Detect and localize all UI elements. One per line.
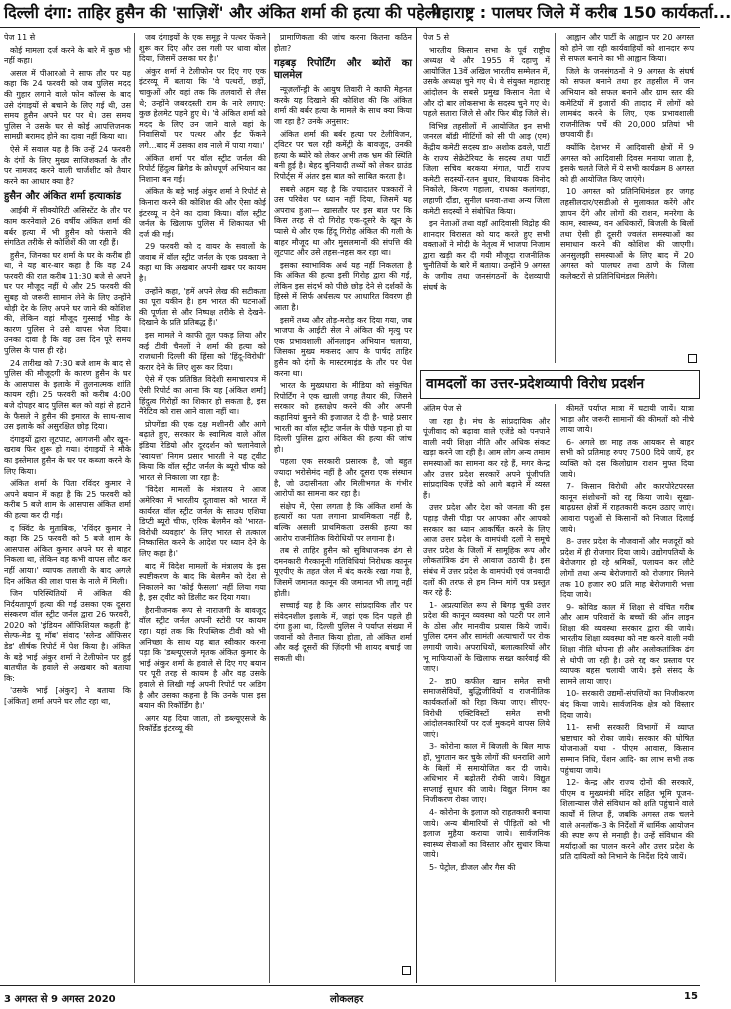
footer-date: 3 अगस्त से 9 अगस्त 2020: [4, 994, 116, 1005]
paragraph: भारतीय किसान सभा के पूर्व राष्ट्रीय अध्यक्ष थे और 1955 में दहाणु में आयोजित 13वें अखिल भारतीय सम्मेलन में, उसके अध्यक्ष चुने गए थे। वे संयुक्त महाराष्ट्र आंदोलन के सबसे प्रमुख किसान नेता थे और दो बार लोकसभा के सदस्य चुने गए थे। पहले सतारा जिले से और फिर बीड़ जिले से।: [423, 45, 550, 119]
subheading: हुसैन और अंकित शर्मा हत्याकांड: [4, 191, 122, 203]
article-right-bottom-column-2: [560, 404, 694, 978]
paragraph: 8- उत्तर प्रदेश के नौजवानों और मजदूरों को प्रदेश में ही रोजगार दिया जाये। उद्योगपतियों के बेरोजगार हो रहे श्रमिकों, पलायन कर लौटे लोगों तथा अन्य बेरोजगारों को रोजगार मिलने तक 10 हजार रु0 प्रति माह बेरोजगारी भत्ता दिया जाये।: [560, 537, 694, 600]
paragraph: विभिन्न तहसीलों में आयोजित इन सभी जनरल बॉडी मीटिंगों को सी पी आइ (एम) केंद्रीय कमेटी सदस्य डा० अशोक ढवले, पार्टी के राज्य सेक्रेटेरियट के सदस्य तथा पार्टी जिला सचिव बरकया मंगात, पार्टी राज्य कमेटी सदस्यों-रतन बुधार, विधायक विनोद निकोले, किरण गहाला, राधका कलांगड़ा, लहाणी दौंडा, सुनील धनवा-तथा अन्य जिला कमेटी सदस्यों ने संबोधित किया।: [423, 121, 550, 216]
page-number: 15: [684, 991, 698, 1002]
footer-paper-name: लोकलहर: [330, 994, 364, 1005]
paragraph: 24 तारीख को 7:30 बजे शाम के बाद से पुलिस की मौजूदगी के कारण हुसैन के घर के आसपास के इलाके में तुलनात्मक शांति कायम रही। 25 फरवरी को करीब 4:00 बजे दोपहर बाद पुलिस बल को वहां से हटाने के फैसले ने हुसैन की इमारत के साथ-साथ उस इलाके को असुरक्षित छोड़ दिया।: [4, 358, 131, 432]
column-divider: [555, 33, 556, 363]
headline-underline: [0, 27, 700, 28]
article-left-column-2: [139, 33, 266, 979]
paragraph: 'विदेश मामलों के मंत्रालय ने आज अमेरिका में भारतीय दूतावास को भारत में कार्यरत वॉल स्ट्रीट जर्नल के साउथ एशिया डिप्टी ब्यूरो चीफ, एरिक बेलमैन को 'भारत-विरोधी व्यवहार' के लिए भारत से तत्काल निष्कासित करने के आदेश पर ध्यान देने के लिए कहा है।': [139, 485, 266, 558]
paragraph: पेज 11 से: [4, 33, 36, 42]
paragraph: 29 फरवरी को द वायर के सवालों के जवाब में वॉल स्ट्रीट जर्नल के एक प्रवक्ता ने कहा था कि अखबार अपनी खबर पर कायम है।: [139, 242, 266, 284]
column-divider: [134, 33, 135, 983]
paragraph: 5- पेट्रोल, डीजल और गैस की: [429, 862, 516, 872]
headline-right-bottom-box: [420, 370, 700, 399]
paragraph: हुसैन, जिनका घर शर्मा के घर के करीब ही था, ने यह बार-बार कहा है कि वह 24 फरवरी की रात करीब 11:30 बजे से अपने घर पर मौजूद नहीं थे और 25 फरवरी की सुबह वो जरूरी सामान लेने के लिए उन्होंने थोड़ी देर के लिए अपने घर जाने की कोशिश की, लेकिन वहां मौजूद गुस्साई भीड़ के कारण पुलिस ने उसे वापस भेज दिया। उनका दावा है कि वह उस दिन पूरे समय पुलिस के पास ही रहे।: [4, 250, 131, 356]
article-right-bottom-column-1: [423, 404, 550, 978]
column-divider: [269, 33, 270, 983]
paragraph: 10- सरकारी उद्यमों-संपत्तियों का निजीकरण बंद किया जाये। सार्वजनिक क्षेत्र को विस्तार दिया जाये।: [560, 689, 694, 720]
paragraph: अंकित शर्मा पर वॉल स्ट्रीट जर्नल की रिपोर्ट हिंदुत्व ब्रिगेड के क्रोधपूर्ण अभियान का निशाना बन गई।: [139, 153, 266, 184]
paragraph: 'उसके भाई [अंकुर] ने बताया कि [अंकित] शर्मा अपने घर लौट रहा था,: [4, 686, 131, 707]
headline-right-bottom: वामदलों का उत्तर-प्रदेशव्यापी विरोध प्रदर्शन: [426, 376, 645, 392]
subheading: गड़बड़ रिपोर्टिंग और ब्योरों का घालमेल: [274, 58, 412, 82]
paragraph: अंकुर शर्मा ने टेलीफोन पर दिए गए एक इंटरव्यू में बताया कि 'वे पत्थरों, छड़ों, चाकुओं और वहां तक कि तलवारों से लैस थे; उन्होंने जबरदस्ती राम के नारे लगाए: कुछ हेलमेट पहने हुए थे। 'वे अंकित शर्मा को मदद के लिए उन जाने वाले वहां के निवासियों पर पत्थर और ईंट फेंकने लगे...बाद में उसका शव नाले में पाया गया।': [139, 66, 266, 150]
paragraph: 7- किसान विरोधी और कारपोरेटपरस्त कानून संशोधनों को रद्द किया जाये। सूखा-बाढ़ग्रस्त क्षेत्रों में राहतकारी कदम उठाए जाएं। आवारा पशुओं से किसानों को निजात दिलाई जाये।: [560, 482, 694, 534]
paragraph: इन नेताओं तथा वहाँ आदिवासी विद्रोह की शानदार विरासत को याद करते हुए सभी वक्ताओं ने मोदी के नेतृत्व में भाजपा निजाम द्वारा खड़ी कर दी गयी मौजूदा राजनीतिक चुनौतियों के बारे में बताया। उन्होंने 9 अगस्त के जगीय तथा जनसंगठनों के देशव्यापी संघर्ष के: [423, 219, 550, 292]
headline-left: दिल्ली दंगा: ताहिर हुसैन की 'साज़िशें' और अंकित शर्मा की हत्या की पहेली: [4, 3, 440, 22]
paragraph: न्यूज़लॉन्ड्री के आयुष तिवारी ने काफी मेहनत करके यह दिखाने की कोशिश की कि अंकित शर्मा की बर्बर हत्या के मामले के साथ क्या किया जा रहा है? उनके अनुसार:: [274, 85, 412, 126]
paragraph: आईबी में सीक्योरिटी असिस्टेंट के तौर पर काम करनेवाले 26 वर्षीय अंकित शर्मा की बर्बर हत्या में भी हुसैन को फंसाने की संगठित तरीके से कोशिशें की जा रही हैं।: [4, 206, 131, 248]
paragraph: कोई मामला दर्ज करने के बारे में कुछ भी नहीं कहा।: [4, 45, 131, 66]
paragraph: 12- केन्द्र और राज्य दोनों की सरकारें, पीएम व मुख्यमंत्री मंदिर सहित भूमि पूजन-शिलान्यास जैसे संविधान को क्षति पहुंचाने वाले कार्यों में लिप्त हैं, जबकि अगस्त तक चलने वाले अनलॉक-3 के निर्देशों में धार्मिक आयोजन की स्पष्ट रूप से मनाही है। उन्हें संविधान की मर्यादाओं का पालन करने और उत्तर प्रदेश के प्रति दायित्वों को निभाने के निर्देश दिये जायें।: [560, 778, 694, 862]
paragraph: अगर यह दिया जाता, तो डब्ल्यूएसजे के रिकॉर्डेड इंटरव्यू की: [139, 713, 266, 734]
paragraph: तब से ताहिर हुसैन को सुविधाजनक ढंग से दमनकारी गैरकानूनी गतिविधियां निरोधक कानून यूएपीए के तहत जेल में बंद करके रखा गया है, जिसमें जमानत कानून की जमानत भी लागू नहीं होती।: [274, 546, 412, 598]
article-left-column-1: [4, 33, 131, 979]
paragraph: इसका स्वाभाविक अर्थ यह नहीं निकलता है कि अंकित की हत्या इसी गिरोह द्वारा की गई, लेकिन इस संदर्भ को पीछे छोड़ देने से दर्शकों के हिस्से में सिर्फ अर्धसत्य पर आधारित विवरण ही आता है।: [274, 260, 412, 313]
paragraph: 2- डा0 कफील खान समेत सभी समाजसेवियों, बुद्धिजीवियों व राजनीतिक कार्यकर्ताओं को रिहा किया जाए। सीएए-विरोधी एक्टिविस्टों समेत सभी आंदोलनकारियों पर दर्ज मुकदमे वापस लिये जाएं।: [423, 676, 550, 739]
paragraph: ऐसे में सवाल यह है कि उन्हें 24 फरवरी के दंगों के लिए मुख्य साजिशकर्ता के तौर पर नामजद करने वाली चार्जशीट को तैयार करने का आधार क्या है?: [4, 144, 131, 186]
end-mark: [402, 966, 411, 975]
article-right-top-column-2: [560, 33, 694, 351]
paragraph: अंकित के बड़े भाई अंकुर शर्मा ने रिपोर्ट से किनारा करने की कोशिश की और ऐसा कोई इंटरव्यू न देने का दावा किया। वॉल स्ट्रीट जर्नल के खिलाफ पुलिस में शिकायत भी दर्ज की गई।: [139, 187, 266, 239]
paragraph: 10 अगस्त को प्रतिनिधिमंडल हर जगह तहसीलदार/एसडीओ से मुलाकात करेंगे और ज्ञापन देंगे और लोगों की राशन, मनरेगा के काम, स्वास्थ्य, वन अधिकारों, बिजली के बिलों तथा ऐसी ही दूसरी ज्वलंत समस्याओं का समाधान करने की कोशिश की जाएगी। अनसुलझी समस्याओं के लिए बाद में 20 अगस्त को पालघर तथा ठाणे के जिला कलेक्टरों से प्रतिनिधिमंडल मिलेंगे।: [560, 187, 694, 282]
paragraph: अंकित शर्मा की बर्बर हत्या पर टेलीविजन, ट्विटर पर चल रही कमेंट्री के बावजूद, उनकी हत्या के ब्योरे को लेकर अभी तक भ्रम की स्थिति बनी हुई है। बेहद बुनियादी तथ्यों को लेकर ग्राउंड रिपोर्ट्स में अंतर इस बात को साबित करता है।: [274, 129, 412, 181]
paragraph: प्रामाणिकता की जांच करना कितना कठिन होता?: [274, 33, 412, 53]
paragraph: सबसे अहम यह है कि ज्यादातर पत्रकारों ने उस परिवेश पर ध्यान नहीं दिया, जिसमें यह अपराध हुआ— खासतौर पर इस बात पर कि किस तरह से दो गिरोह एक-दूसरे के खून के प्यासे थे और एक हिंदू गिरोह अंकित की गली के बाहर मौजूद था और मुसलमानों की संपत्ति की लूटपाट और उसे तहस-नहस कर रहा था।: [274, 184, 412, 258]
paragraph: ऐसे में एक प्रतिष्ठित विदेशी समाचारपत्र में ऐसी रिपोर्ट का आना कि यह [अंकित शर्मा] हिंदुत्व गिरोहों का शिकार हो सकता है, इस नैरेटिव को रास आने वाला नहीं था।: [139, 375, 266, 417]
footer-rule: [0, 985, 700, 986]
article-left-column-3: [274, 33, 412, 979]
paragraph: इसमें तथ्य और तोड़-मरोड़ कर दिया गया, जब भाजपा के आईटी सेल ने अंकित की मृत्यु पर एक प्रभावशाली ऑनलाइन अभियान चलाया, जिसका मुख्य मकसद आप के पार्षद ताहिर हुसैन को दंगों के मास्टरमाइंड के तौर पर पेश करना था।: [274, 315, 412, 378]
article-divider: [416, 28, 417, 983]
paragraph: पेज 5 से: [423, 33, 450, 42]
paragraph: कीमतें पर्याप्त मात्रा में घटायी जायें। यात्रा भाड़ा और जरूरी सामानों की कीमतों को नीचे लाया जाये।: [560, 404, 694, 435]
paragraph: दंगाइयों द्वारा लूटपाट, आगजनी और खून-खराब फिर शुरू हो गया। दंगाइयों ने मौके का इस्तेमाल हुसैन के घर पर कब्जा करने के लिए किया।: [4, 434, 131, 476]
paragraph: प्रोपगेंडा की एक दक्ष मशीनरी और आगे बढ़ाते हुए, सरकार के स्वामित्व वाले ऑल इंडिया रेडियो और दूरदर्शन को चलानेवाले 'स्वायत्त' निगम प्रसार भारती ने यह ट्वीट किया कि वॉल स्ट्रीट जर्नल के ब्यूरो चीफ को भारत से निकाला जा रहा है:: [139, 419, 266, 482]
headline-right-top: महाराष्ट्र : पालघर जिले में करीब 150 कार्यकर्ता...: [432, 3, 731, 22]
paragraph: जिले के जनसंगठनों ने 9 अगस्त के संघर्ष को सफल बनाने तथा हर तहसील में जन अभियान को सफल बनाने और ग्राम स्तर की कमेटियों में इजारों की तादाद में लोगों को लामबंद करने के लिए, एक प्रभावशाली राजनीतिक पर्चे की 20,000 प्रतियां भी छपवायी हैं।: [560, 66, 694, 140]
paragraph: जिन परिस्थितियों में अंकित की निर्दयतापूर्ण हत्या की गई उसका एक दूसरा संस्करण वॉल स्ट्रीट जर्नल द्वारा 26 फरवरी, 2020 को 'इंडियन ऑफिशियल कहती है' सेल्फ-मेड यू मॉब' संवाद 'स्लेन्ड ऑफिसर डेड' शीर्षक रिपोर्ट में पेश किया है। अंकित के बड़े भाई अंकुर शर्मा ने टेलीफोन पर हुई बातचीत के हवाले से अखबार को बताया कि:: [4, 589, 131, 683]
paragraph: उन्होंने कहा, 'हमें अपने लेख की सटीकता का पूरा यकीन है। हम भारत की घटनाओं की पूर्णता से और निष्पक्ष तरीके से देखने-दिखाने के प्रति प्रतिबद्ध हैं।': [139, 286, 266, 328]
column-divider: [555, 404, 556, 982]
paragraph: हैरानीजनक रूप से नाराजगी के बावजूद वॉल स्ट्रीट जर्नल अपनी स्टोरी पर कायम रहा। यहां तक कि रिपब्लिक टीवी को भी अनिच्छा के साथ यह बात स्वीकार करना पड़ा कि 'डब्ल्यूएसजे मृतक अंकित कुमार के भाई अंकुर शर्मा के हवाले से दिए गए बयान पर पूरी तरह से कायम है और वह उसके हवाले से लिखी गई अपनी रिपोर्ट पर अडिग है और उसका कहना है कि उनके पास इस बयान की रिकॉर्डिंग है।': [139, 605, 266, 711]
paragraph: क्योंकि देशभर में आदिवासी क्षेत्रों में 9 अगस्त को आदिवासी दिवस मनाया जाता है, इसके चलते जिले में ये सभी कार्यक्रम 8 अगस्त को ही आयोजित किए जाएंगे।: [560, 142, 695, 184]
paragraph: भारत के मुख्यधारा के मीडिया को संकुचित रिपोर्टिंग ने एक खाली जगह तैयार की, जिसने सरकार को हस्तक्षेप करने की और अपनी कहानियां बुनने की इजाजत दे दी है- चाहे प्रसार भारती का वॉल स्ट्रीट जर्नल के पीछे पड़ना हो या दिल्ली पुलिस द्वारा अंकित की हत्या की जांच हो।: [274, 381, 412, 454]
paragraph: असल में पीआरओ ने साफ तौर पर यह कहा कि 24 फरवरी को जब पुलिस मदद की गुहार लगाने वाले फोन कॉल्स के बाद उसे दंगाइयों से बचाने के लिए गई थी, उस समय हुसैन अपने घर पर थे। उस समय पुलिस ने उसके घर से कोई आपत्तिजनक सामग्री बरामद होने का दावा नहीं किया था।: [4, 68, 131, 142]
paragraph: पहला एक सरकारी प्रसारक है, जो बहुत ज्यादा भरोसेमंद नहीं है और दूसरा एक संस्थान है, जो उदासीनता और मिलीभगत के गंभीर आरोपों का सामना कर रहा है।: [274, 457, 412, 499]
paragraph: उत्तर प्रदेश और देश को जनता की इस पहाड़ जैसी पीड़ा पर आपका और आपको सरकार का ध्यान आकर्षित करने के लिए आज उत्तर प्रदेश के वामपंथी दलों ने समूचे उत्तर प्रदेश के जिलों में सामूहिक रूप और लोकतांत्रिक ढंग से आवाज उठायी है। इस संबंध में उत्तर प्रदेश के वामपंथी एवं जनवादी दलों की तरफ से हम निम्न मांगें पत्र प्रस्तुत कर रहे हैं:: [423, 503, 550, 598]
paragraph: अंतिम पेज से: [423, 404, 462, 413]
paragraph: आह्वान और पार्टी के आह्वान पर 20 अगस्त को होने जा रही कार्यवाहियों को शानदार रूप से सफल बनाने का भी आह्वान किया।: [560, 33, 694, 64]
paragraph: अंकित शर्मा के पिता रविंदर कुमार ने अपने बयान में कहा है कि 25 फरवरी को करीब 5 बजे शाम के आसपास अंकित शर्मा की हत्या कर दी गई।: [4, 479, 131, 520]
paragraph: 1- अप्रत्याशित रूप से बिगड़ चुकी उत्तर प्रदेश की कानून व्यवस्था को पटरी पर लाने के ठोस और मानवीय प्रयास किये जायें। पुलिस दमन और सामंती अत्याचारों पर रोक लगायी जाये। अपराधियों, बलात्कारियों और भू माफियाओं के खिलाफ सख्त कार्रवाई की जाए।: [423, 600, 550, 674]
paragraph: 6- अगले छः माह तक आयकर से बाहर सभी को प्रतिमाह रुपए 7500 दिये जायें, हर व्यक्ति को दस किलोग्राम राशन मुफ्त दिया जाये।: [560, 437, 694, 479]
paragraph: 11- सभी सरकारी विभागों में व्याप्त भ्रष्टाचार को रोका जाये। सरकार की घोषित योजनाओं यथा - पीएम आवास, किसान सम्मान निधि, पेंशन आदि- का लाभ सभी तक पहुंचाया जाये।: [560, 723, 694, 775]
paragraph: जा रहा है। मंच के सांप्रदायिक और पूंजीवाद को बढ़ावा वाले एजेंडे को पनपाने वाली नयी शिक्षा नीति और अधिक संकट खड़ा करने जा रही है। आम लोग अन्य तमाम समस्याओं का सामना कर रहे हैं, मगर केन्द्र और उत्तर प्रदेश सरकारें अपने पूंजीपति सांप्रदायिक एजेंडे को आगे बढ़ाने में व्यस्त हैं।: [423, 416, 550, 500]
article-right-top-column-1: [423, 33, 550, 363]
paragraph: संक्षेप में, ऐसा लगता है कि अंकित शर्मा के हत्यारों का पता लगाना प्राथमिकता नहीं है, बल्कि असली प्राथमिकता उसकी हत्या का आरोप राजनीतिक विरोधियों पर लगाना है।: [274, 501, 412, 543]
paragraph: द क्विंट के मुताबिक, 'रविंदर कुमार ने कहा कि 25 फरवरी को 5 बजे शाम के आसपास अंकित कुमार अपने घर से बाहर निकला था, लेकिन वह कभी वापस लौट कर नहीं आया।' व्यापक तलाशी के बाद अगले दिन अंकित की लाश पास के नाले में मिली।: [4, 523, 131, 586]
paragraph: बाद में विदेश मामलों के मंत्रालय के इस स्पष्टीकरण के बाद कि बेलमैन को देश से निकालने का 'कोई फैसला' नहीं लिया गया है, इस ट्वीट को डिलीट कर दिया गया।: [139, 561, 266, 603]
paragraph: 3- कोरोना काल में बिजली के बिल माफ हों, भुगतान कर चुके लोगों की धनराशि आगे के बिलों में समायोजित कर दी जाये। अधिभार में बढ़ोतरी रोकी जाये। विद्युत सप्लाई सुधार की जाये। विद्युत निगम का निजीकरण रोका जाए।: [423, 742, 550, 805]
end-mark: [688, 354, 697, 363]
paragraph: जब दंगाइयों के एक समूह ने पत्थर फेंकने शुरू कर दिए और उस गली पर धावा बोल दिया, जिसमें उसका घर है।': [139, 33, 266, 64]
paragraph: 4- कोरोना के इलाज को राहतकारी बनाया जाये। अन्य बीमारियों से पीड़ितों को भी इलाज मुहैया कराया जाये। सार्वजनिक स्वास्थ्य सेवाओं का विस्तार और सुधार किया जाये।: [423, 807, 550, 860]
paragraph: 9- कोविड काल में शिक्षा से वंचित गरीब और आम परिवारों के बच्चों की ऑन लाइन शिक्षा की व्यवस्था सरकार द्वारा की जाये। भारतीय शिक्षा व्यवस्था को नष्ट करने वाली नयी शिक्षा नीति थोपना ही और अलोकतांत्रिक ढंग से थोपी जा रही है। उसे रद्द कर प्रस्ताव पर व्यापक बहस चलायी जाये। इसे संसद के सामने लाया जाए।: [560, 602, 694, 686]
paragraph: सच्चाई यह है कि अगर सांप्रदायिक तौर पर संवेदनशील इलाके में, जहां एक दिन पहले ही दंगा हुआ था, दिल्ली पुलिस ने पर्याप्त संख्या में जवानों को तैनात किया होता, तो अंकित शर्मा और कई दूसरों की ज़िंदगी भी शायद बचाई जा सकती थी।: [274, 601, 412, 664]
paragraph: इस मामले ने काफी तूल पकड़ लिया और कई टीवी चैनलों ने शर्मा की हत्या को राजधानी दिल्ली की हिंसा को 'हिंदू-विरोधी' करार देने के लिए शुरू कर दिया।: [139, 331, 266, 372]
